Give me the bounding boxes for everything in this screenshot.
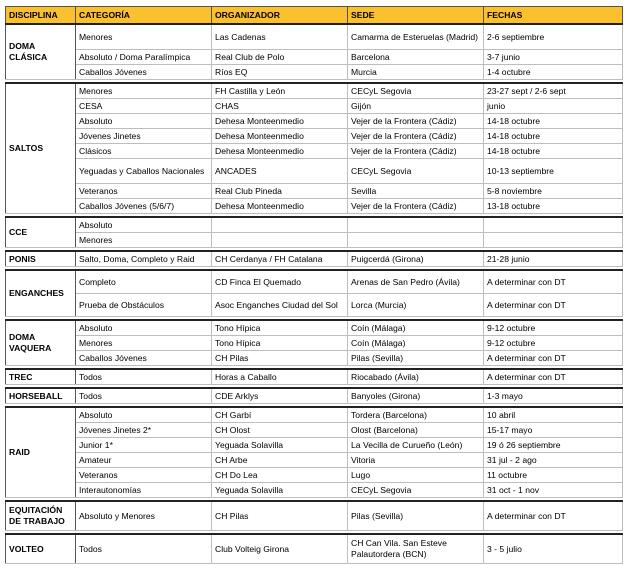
- discipline-cell: PONIS: [6, 251, 76, 267]
- fechas-cell: 14-18 octubre: [484, 144, 623, 159]
- table-body: [6, 24, 623, 564]
- fechas-cell: 9-12 octubre: [484, 336, 623, 351]
- fechas-cell: A determinar con DT: [484, 501, 623, 531]
- organizador-cell: Asoc Enganches Ciudad del Sol: [212, 294, 348, 317]
- fechas-cell: 13-18 octubre: [484, 199, 623, 214]
- categoria-cell: CESA: [76, 99, 212, 114]
- sede-cell: Lugo: [348, 468, 484, 483]
- discipline-cell: TREC: [6, 369, 76, 385]
- fechas-cell: 2-6 septiembre: [484, 24, 623, 50]
- sede-cell: Barcelona: [348, 50, 484, 65]
- header-organizador: ORGANIZADOR: [212, 7, 348, 25]
- sede-cell: Camarma de Esteruelas (Madrid): [348, 24, 484, 50]
- organizador-cell: [212, 217, 348, 233]
- organizador-cell: [212, 233, 348, 248]
- fechas-cell: [484, 217, 623, 233]
- sede-cell: La Vecilla de Curueño (León): [348, 438, 484, 453]
- categoria-cell: Jóvenes Jinetes: [76, 129, 212, 144]
- table-row: [6, 114, 623, 129]
- categoria-cell: Junior 1*: [76, 438, 212, 453]
- table-row: [6, 184, 623, 199]
- discipline-cell: ENGANCHES: [6, 270, 76, 317]
- sede-cell: Pilas (Sevilla): [348, 351, 484, 366]
- organizador-cell: CD Finca El Quemado: [212, 270, 348, 294]
- sede-cell: Banyoles (Girona): [348, 388, 484, 404]
- fechas-cell: 21-28 junio: [484, 251, 623, 267]
- organizador-cell: Tono Hípica: [212, 320, 348, 336]
- organizador-cell: Dehesa Monteenmedio: [212, 199, 348, 214]
- fechas-cell: 10 abril: [484, 407, 623, 423]
- categoria-cell: Amateur: [76, 453, 212, 468]
- table-row: [6, 294, 623, 317]
- organizador-cell: CH Arbe: [212, 453, 348, 468]
- fechas-cell: 10-13 septiembre: [484, 159, 623, 184]
- table-row: [6, 438, 623, 453]
- organizador-cell: Dehesa Monteenmedio: [212, 144, 348, 159]
- organizador-cell: CH Garbí: [212, 407, 348, 423]
- categoria-cell: Menores: [76, 336, 212, 351]
- discipline-cell: DOMA CLÁSICA: [6, 24, 76, 80]
- categoria-cell: Yeguadas y Caballos Nacionales: [76, 159, 212, 184]
- sede-cell: Coín (Málaga): [348, 320, 484, 336]
- fechas-cell: 14-18 octubre: [484, 114, 623, 129]
- fechas-cell: 3 - 5 julio: [484, 534, 623, 564]
- categoria-cell: Absoluto: [76, 320, 212, 336]
- categoria-cell: Menores: [76, 83, 212, 99]
- organizador-cell: CH Pilas: [212, 501, 348, 531]
- discipline-cell: RAID: [6, 407, 76, 498]
- table-row: [6, 217, 623, 233]
- organizador-cell: Ríos EQ: [212, 65, 348, 80]
- sede-cell: CECyL Segovia: [348, 159, 484, 184]
- fechas-cell: 1-3 mayo: [484, 388, 623, 404]
- discipline-cell: DOMA VAQUERA: [6, 320, 76, 366]
- sede-cell: Murcia: [348, 65, 484, 80]
- categoria-cell: Absoluto: [76, 114, 212, 129]
- categoria-cell: Absoluto: [76, 217, 212, 233]
- discipline-cell: EQUITACIÓN DE TRABAJO: [6, 501, 76, 531]
- table-row: [6, 407, 623, 423]
- fechas-cell: 3-7 junio: [484, 50, 623, 65]
- table-row: [6, 24, 623, 50]
- table-row: [6, 351, 623, 366]
- organizador-cell: Dehesa Monteenmedio: [212, 114, 348, 129]
- fechas-cell: A determinar con DT: [484, 294, 623, 317]
- sede-cell: Vitoria: [348, 453, 484, 468]
- table-row: [6, 83, 623, 99]
- discipline-cell: HORSEBALL: [6, 388, 76, 404]
- sede-cell: Arenas de San Pedro (Ávila): [348, 270, 484, 294]
- categoria-cell: Todos: [76, 534, 212, 564]
- categoria-cell: Menores: [76, 24, 212, 50]
- sede-cell: Puigcerdá (Girona): [348, 251, 484, 267]
- table-row: [6, 159, 623, 184]
- fechas-cell: 23-27 sept / 2-6 sept: [484, 83, 623, 99]
- categoria-cell: Veteranos: [76, 468, 212, 483]
- sede-cell: Tordera (Barcelona): [348, 407, 484, 423]
- categoria-cell: Jóvenes Jinetes 2*: [76, 423, 212, 438]
- categoria-cell: Todos: [76, 388, 212, 404]
- sede-cell: Vejer de la Frontera (Cádiz): [348, 144, 484, 159]
- fechas-cell: junio: [484, 99, 623, 114]
- sede-cell: Lorca (Murcia): [348, 294, 484, 317]
- fechas-cell: 9-12 octubre: [484, 320, 623, 336]
- organizador-cell: ANCADES: [212, 159, 348, 184]
- table-row: [6, 270, 623, 294]
- sede-cell: [348, 233, 484, 248]
- header-fechas: FECHAS: [484, 7, 623, 25]
- table-row: [6, 501, 623, 531]
- categoria-cell: Absoluto / Doma Paralímpica: [76, 50, 212, 65]
- organizador-cell: Horas a Caballo: [212, 369, 348, 385]
- championships-table: [5, 6, 623, 564]
- organizador-cell: Dehesa Monteenmedio: [212, 129, 348, 144]
- fechas-cell: 1-4 octubre: [484, 65, 623, 80]
- header-sede: SEDE: [348, 7, 484, 25]
- table-row: [6, 388, 623, 404]
- categoria-cell: Todos: [76, 369, 212, 385]
- table-row: [6, 534, 623, 564]
- sede-cell: Pilas (Sevilla): [348, 501, 484, 531]
- table-row: [6, 129, 623, 144]
- organizador-cell: Club Volteig Girona: [212, 534, 348, 564]
- table-row: [6, 453, 623, 468]
- categoria-cell: Clásicos: [76, 144, 212, 159]
- categoria-cell: Caballos Jóvenes: [76, 351, 212, 366]
- organizador-cell: CHAS: [212, 99, 348, 114]
- organizador-cell: Yeguada Solavilla: [212, 483, 348, 498]
- sede-cell: Vejer de la Frontera (Cádiz): [348, 129, 484, 144]
- categoria-cell: Salto, Doma, Completo y Raid: [76, 251, 212, 267]
- organizador-cell: Yeguada Solavilla: [212, 438, 348, 453]
- fechas-cell: [484, 233, 623, 248]
- table-row: [6, 233, 623, 248]
- fechas-cell: 5-8 noviembre: [484, 184, 623, 199]
- categoria-cell: Caballos Jóvenes (5/6/7): [76, 199, 212, 214]
- sede-cell: Olost (Barcelona): [348, 423, 484, 438]
- header-row: [6, 7, 623, 25]
- table-row: [6, 320, 623, 336]
- table-row: [6, 65, 623, 80]
- sede-cell: Riocabado (Ávila): [348, 369, 484, 385]
- discipline-cell: CCE: [6, 217, 76, 248]
- sede-cell: [348, 217, 484, 233]
- sede-cell: Vejer de la Frontera (Cádiz): [348, 114, 484, 129]
- fechas-cell: 31 oct - 1 nov: [484, 483, 623, 498]
- organizador-cell: FH Castilla y León: [212, 83, 348, 99]
- fechas-cell: 11 octubre: [484, 468, 623, 483]
- table-row: [6, 99, 623, 114]
- fechas-cell: A determinar con DT: [484, 351, 623, 366]
- organizador-cell: CDE Arklys: [212, 388, 348, 404]
- header-disciplina: DISCIPLINA: [6, 7, 76, 25]
- fechas-cell: 19 ó 26 septiembre: [484, 438, 623, 453]
- fechas-cell: 15-17 mayo: [484, 423, 623, 438]
- organizador-cell: Las Cadenas: [212, 24, 348, 50]
- organizador-cell: Tono Hípica: [212, 336, 348, 351]
- categoria-cell: Interautonomías: [76, 483, 212, 498]
- table-row: [6, 369, 623, 385]
- categoria-cell: Veteranos: [76, 184, 212, 199]
- table-row: [6, 251, 623, 267]
- table-row: [6, 468, 623, 483]
- fechas-cell: 14-18 octubre: [484, 129, 623, 144]
- organizador-cell: CH Olost: [212, 423, 348, 438]
- organizador-cell: Real Club Pineda: [212, 184, 348, 199]
- organizador-cell: Real Club de Polo: [212, 50, 348, 65]
- sede-cell: CH Can Vila. San Esteve Palautordera (BCN): [348, 534, 484, 564]
- sede-cell: Vejer de la Frontera (Cádiz): [348, 199, 484, 214]
- table-row: [6, 483, 623, 498]
- organizador-cell: CH Cerdanya / FH Catalana: [212, 251, 348, 267]
- categoria-cell: Completo: [76, 270, 212, 294]
- table-row: [6, 199, 623, 214]
- table-row: [6, 423, 623, 438]
- discipline-cell: VOLTEO: [6, 534, 76, 564]
- categoria-cell: Absoluto: [76, 407, 212, 423]
- categoria-cell: Absoluto y Menores: [76, 501, 212, 531]
- organizador-cell: CH Pilas: [212, 351, 348, 366]
- categoria-cell: Prueba de Obstáculos: [76, 294, 212, 317]
- sede-cell: Coín (Málaga): [348, 336, 484, 351]
- fechas-cell: 31 jul - 2 ago: [484, 453, 623, 468]
- table-row: [6, 50, 623, 65]
- table-row: [6, 144, 623, 159]
- organizador-cell: CH Do Lea: [212, 468, 348, 483]
- sede-cell: CECyL Segovia: [348, 483, 484, 498]
- table-row: [6, 336, 623, 351]
- sede-cell: Gijón: [348, 99, 484, 114]
- categoria-cell: Menores: [76, 233, 212, 248]
- header-categoria: CATEGORÍA: [76, 7, 212, 25]
- sede-cell: CECyL Segovia: [348, 83, 484, 99]
- fechas-cell: A determinar con DT: [484, 369, 623, 385]
- fechas-cell: A determinar con DT: [484, 270, 623, 294]
- discipline-cell: SALTOS: [6, 83, 76, 214]
- categoria-cell: Caballos Jóvenes: [76, 65, 212, 80]
- sede-cell: Sevilla: [348, 184, 484, 199]
